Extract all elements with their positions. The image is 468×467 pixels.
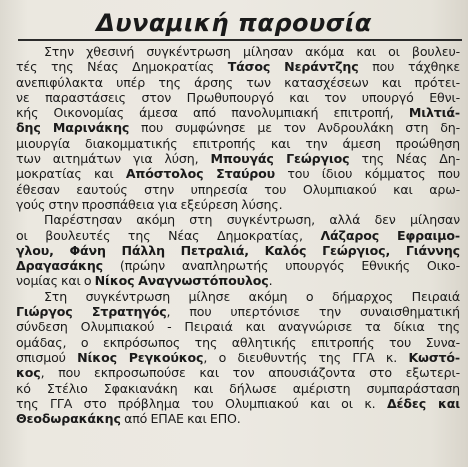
text-run: από ΕΠΑΕ και ΕΠΟ. (120, 411, 241, 427)
text-run: , που υπερτόνισε την συναισθηματική (166, 304, 460, 320)
text-line (16, 75, 460, 90)
bold-name: Δραγασάκης (16, 258, 103, 274)
text-line (16, 411, 460, 426)
text-run: , που εκπροσωπούσε και τον απουσιάζοντα στο εξωτερι- (40, 365, 460, 381)
text-line (16, 243, 460, 258)
bold-name: Απόστολος Σταύρου (125, 166, 276, 182)
text-run: σπισμού (16, 349, 78, 365)
text-line (16, 319, 460, 334)
text-line (16, 59, 460, 74)
text-run: της ΓΓΑ στο πρόβλημα του Ολυμπιακού και οι κ. (16, 395, 387, 411)
text-line (16, 228, 460, 243)
text-run: . (268, 273, 273, 289)
bold-name: Νίκος Αναγνωστόπουλος (94, 273, 269, 289)
text-line (16, 350, 460, 365)
bold-name: Τάσος Νεράντζης (227, 59, 359, 75)
text-run: μιουργία διακομματικής επιτροπής και την άμεση προώθηση (16, 135, 460, 151)
text-line (16, 396, 460, 411)
text-run: μοκρατίας και (16, 166, 126, 182)
text-run: γούς στην προσπάθεια για εξεύρεση λύσης. (16, 196, 283, 212)
text-line (16, 289, 460, 304)
article-paragraph (16, 289, 460, 427)
article-paragraph (16, 44, 460, 212)
text-line (16, 182, 460, 197)
bold-name: Θεοδωρακάκης (16, 411, 121, 427)
text-run: ομάδας, ο εκπρόσωπος της αθλητικής επιτροπής του Συνα- (16, 334, 460, 350)
text-run: που τάχθηκε (358, 59, 460, 75)
text-run: του ίδιου κόμματος που (275, 166, 460, 182)
bold-name: Κωστό- (408, 349, 460, 365)
text-run: κό Στέλιο Σφακιανάκη και δήλωσε αμέριστη συμπαράσταση (16, 380, 460, 396)
text-line (16, 212, 460, 227)
text-line (16, 258, 460, 273)
text-line (16, 90, 460, 105)
text-line (16, 304, 460, 319)
article-paragraph (16, 212, 460, 288)
text-run: νομίας και ο (16, 273, 95, 289)
text-run: νε παραστάσεις στον Πρωθυπουργό και τον υπουργό Εθνι- (16, 89, 460, 105)
text-run: Στην χθεσινή συγκέντρωση μίλησαν ακόμα και οι βουλευ- (44, 44, 460, 59)
text-run: , ο διευθυντής της ΓΓΑ κ. (203, 349, 409, 365)
title-rule (18, 39, 462, 41)
bold-name: Νίκος Ρεγκούκος (77, 349, 204, 365)
text-run: έθεσαν εαυτούς στην υπηρεσία του Ολυμπιακού και αρω- (16, 181, 460, 197)
text-line (16, 335, 460, 350)
bold-name: κος (16, 365, 41, 381)
text-run: που συμφώνησε με τον Ανδρουλάκη στη δη- (129, 120, 460, 136)
text-line (16, 136, 460, 151)
text-line (16, 381, 460, 396)
bold-name: Μιλτιά- (408, 105, 460, 121)
bold-name: Δέδες και (386, 395, 460, 411)
text-run: της Νέας Δη- (349, 151, 460, 167)
text-run: Στη συγκέντρωση μίλησε ακόμη ο δήμαρχος Πειραιά (44, 288, 460, 304)
text-line (16, 197, 460, 212)
text-run: (πρώην αναπληρωτής υπουργός Εθνικής Οικο- (102, 258, 460, 274)
text-run: Παρέστησαν ακόμη στη συγκέντρωση, αλλά δεν μίλησαν (44, 212, 460, 228)
text-line (16, 365, 460, 380)
text-run: οι βουλευτές της Νέας Δημοκρατίας, (16, 227, 321, 243)
text-line (16, 105, 460, 120)
article-title: Δυναμική παρουσία (96, 9, 372, 37)
article-body (16, 44, 460, 426)
text-line (16, 273, 460, 288)
text-run: σύνδεση Ολυμπιακού - Πειραιά και αναγνώρισε τα δίκια της (16, 319, 460, 335)
text-run: τές της Νέας Δημοκρατίας (16, 59, 228, 75)
text-line (16, 120, 460, 135)
bold-name: γλου, Φάνη Πάλλη Πετραλιά, Καλός Γεώργιος, Γιάννης (16, 242, 460, 258)
text-run: ανεπιφύλακτα υπέρ της άρσης των κατασχέσεων και πρότει- (16, 74, 460, 90)
bold-name: δης Μαρινάκης (16, 120, 130, 136)
text-run: κής Οικονομίας άμεσα από πανολυμπιακή επιτροπή, (16, 105, 409, 121)
text-run: των αιτημάτων για λύση, (16, 151, 211, 167)
text-line (16, 166, 460, 181)
bold-name: Μπουγάς Γεώργιος (210, 151, 350, 167)
text-line (16, 44, 460, 59)
bold-name: Λάζαρος Εφραιμο- (320, 227, 460, 243)
text-line (16, 151, 460, 166)
bold-name: Γιώργος Στρατηγός (16, 304, 167, 320)
